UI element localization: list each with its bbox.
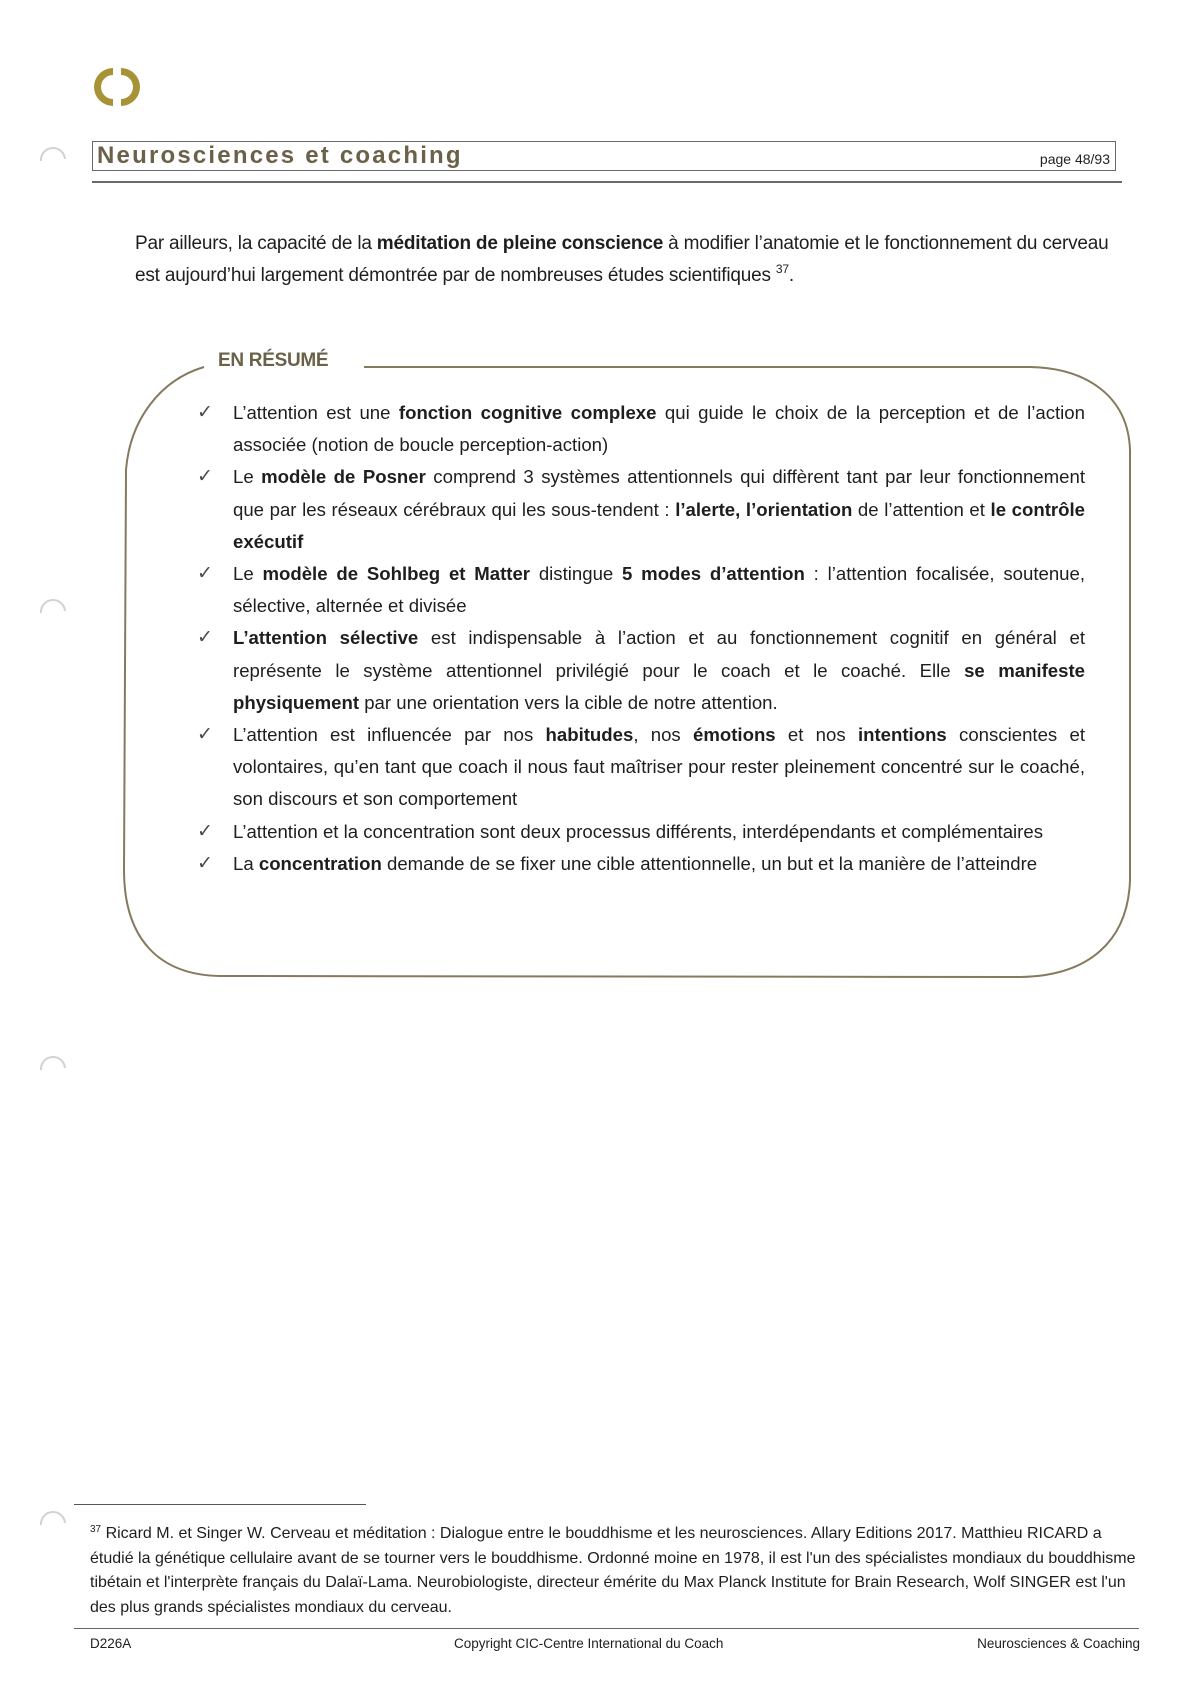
summary-text: La <box>233 852 259 874</box>
summary-text: Le <box>233 563 263 585</box>
summary-text: L’attention est une <box>233 402 399 423</box>
footer-document-code: D226A <box>90 1636 132 1651</box>
summary-text: comprend 3 systèmes attentionnels qui diffèrent tant par leur fonctionnement que par les réseaux cérébraux qui les sous-tendent : <box>233 466 1085 520</box>
summary-text: : l’attention focalisée, soutenue, sélective, alternée et divisée <box>233 563 1086 617</box>
summary-text: est indispensable à l’action et au fonctionnement cognitif en général et représente le système attentionnel privilégié pour le coach et le coaché. Elle <box>233 627 1085 681</box>
summary-text: par une orientation vers la cible de notre attention. <box>359 691 778 713</box>
checkmark-icon: ✓ <box>197 466 213 488</box>
summary-text: de l’attention et <box>852 498 991 520</box>
checkmark-icon: ✓ <box>197 563 213 585</box>
intro-text: Par ailleurs, la capacité de la <box>135 233 377 254</box>
hole-punch-mark-icon <box>38 141 68 163</box>
summary-bold-term: l’alerte, l’orientation <box>675 498 853 520</box>
summary-bold-term: se manifeste physiquement <box>233 659 1086 713</box>
intro-text: . <box>788 265 794 286</box>
summary-bold-term: fonction cognitive complexe <box>398 402 657 423</box>
footer-divider <box>74 1628 1139 1629</box>
brackets-circle-logo-icon <box>94 64 140 110</box>
summary-item <box>195 719 1085 816</box>
page-number: page 48/93 <box>1039 151 1110 167</box>
summary-text: Le <box>233 466 262 488</box>
summary-bold-term: habitudes <box>545 724 634 746</box>
footnote-divider <box>74 1504 366 1505</box>
footnote-number: 37 <box>90 1524 102 1535</box>
footnote-reference[interactable]: 37 <box>775 262 789 276</box>
checkmark-icon: ✓ <box>197 820 213 842</box>
summary-item <box>195 816 1085 848</box>
hole-punch-mark-icon <box>38 1505 68 1527</box>
checkmark-icon: ✓ <box>197 627 213 649</box>
checkmark-icon: ✓ <box>197 402 213 423</box>
checkmark-icon: ✓ <box>197 724 213 746</box>
summary-bold-term: émotions <box>693 724 776 746</box>
summary-text: , nos <box>633 724 693 746</box>
summary-bold-term: modèle de Posner <box>261 466 426 488</box>
summary-item <box>195 558 1085 622</box>
checkmark-icon: ✓ <box>197 852 213 874</box>
hole-punch-mark-icon <box>38 593 68 615</box>
footer-copyright: Copyright CIC-Centre International du Coach <box>454 1636 724 1651</box>
summary-item <box>195 622 1085 719</box>
summary-text: et nos <box>775 724 858 746</box>
summary-text: L’attention est influencée par nos <box>233 724 546 746</box>
footnote <box>90 1522 1140 1620</box>
summary-bold-term: modèle de Sohlbeg et Matter <box>262 563 531 585</box>
summary-item <box>195 397 1085 461</box>
summary-bold-term: concentration <box>258 852 382 874</box>
footnote-text: Ricard M. et Singer W. Cerveau et méditation : Dialogue entre le bouddhisme et les neurosciences. Allary Editions 2017. Matthieu RICARD a étudié la génétique cellulaire avant de se tourner vers le bouddhisme. Ordonné moine en 1978, il est l'un des spécialistes mondiaux du bouddhisme tibétain et l'interprète français du Dalaï-Lama. Neurobiologiste, directeur émérite du Max Planck Institute for Brain Research, Wolf SINGER est l'un des plus grands spécialistes mondiaux du cerveau. <box>90 1525 1136 1616</box>
summary-item <box>195 461 1085 558</box>
summary-item <box>195 848 1085 880</box>
summary-text: distingue <box>530 563 623 585</box>
header-divider <box>92 181 1122 183</box>
summary-bold-term: intentions <box>857 724 947 746</box>
summary-text: demande de se fixer une cible attentionnelle, un but et la manière de l’atteindre <box>381 852 1038 874</box>
summary-text: conscientes et volontaires, qu’en tant que coach il nous faut maîtriser pour rester pleinement concentré sur le coaché, son discours et son comportement <box>233 724 1085 810</box>
summary-bold-term: le contrôle exécutif <box>233 498 1085 552</box>
summary-list <box>195 397 1085 880</box>
summary-bold-term: 5 modes d’attention <box>622 563 805 585</box>
summary-text: L’attention et la concentration sont deux processus différents, interdépendants et complémentaires <box>233 820 1044 842</box>
intro-bold-term: méditation de pleine conscience <box>376 233 664 254</box>
summary-bold-term: L’attention sélective <box>233 627 419 649</box>
hole-punch-mark-icon <box>38 1050 68 1072</box>
document-title: Neurosciences et coaching <box>97 142 463 169</box>
intro-paragraph <box>135 228 1115 292</box>
summary-text: qui guide le choix de la perception et de l’action associée (notion de boucle perception-action) <box>233 402 1085 456</box>
summary-title: EN RÉSUMÉ <box>218 350 329 371</box>
intro-text: à modifier l’anatomie et le fonctionnement du cerveau est aujourd’hui largement démontrée par de nombreuses études scientifiques <box>135 233 1109 286</box>
footer-course-name: Neurosciences & Coaching <box>977 1636 1140 1651</box>
